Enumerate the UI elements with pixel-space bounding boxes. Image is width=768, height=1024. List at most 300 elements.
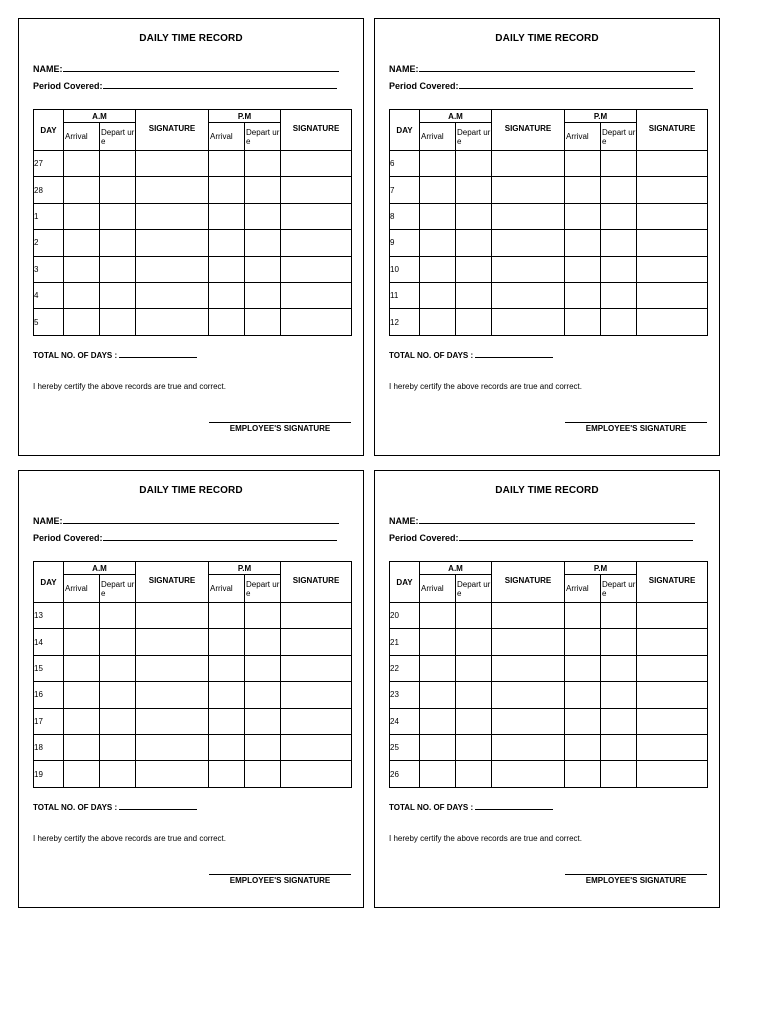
am-departure-cell[interactable] <box>456 655 492 681</box>
am-signature-cell[interactable] <box>136 151 209 177</box>
period-blank-line[interactable] <box>459 80 693 89</box>
am-signature-header: SIGNATURE <box>136 110 209 151</box>
am-arrival-cell[interactable] <box>64 151 100 177</box>
pm-arrival-cell[interactable] <box>565 655 601 681</box>
table-row <box>390 682 708 708</box>
period-blank-line[interactable] <box>103 80 337 89</box>
day-cell: 2 <box>34 230 64 256</box>
period-label: Period Covered: <box>389 533 459 543</box>
am-departure-cell[interactable] <box>100 151 136 177</box>
am-signature-cell[interactable] <box>492 761 565 787</box>
pm-signature-header: SIGNATURE <box>637 110 708 151</box>
am-arrival-cell[interactable] <box>64 177 100 203</box>
am-arrival-cell[interactable] <box>64 309 100 335</box>
pm-departure-cell[interactable] <box>601 177 637 203</box>
am-arrival-cell[interactable] <box>420 708 456 734</box>
total-days[interactable] <box>33 801 197 812</box>
table-row <box>390 309 708 335</box>
pm-arrival-cell[interactable] <box>565 282 601 308</box>
name-blank-line[interactable] <box>63 63 339 72</box>
name-field[interactable] <box>389 515 695 526</box>
am-signature-cell[interactable] <box>136 708 209 734</box>
period-label: Period Covered: <box>33 533 103 543</box>
am-departure-cell[interactable] <box>100 708 136 734</box>
pm-signature-cell[interactable] <box>281 603 352 629</box>
day-cell: 16 <box>34 682 64 708</box>
am-signature-cell[interactable] <box>136 177 209 203</box>
am-arrival-cell[interactable] <box>420 282 456 308</box>
signature-line[interactable] <box>209 874 351 875</box>
am-signature-cell[interactable] <box>492 256 565 282</box>
day-cell: 10 <box>390 256 420 282</box>
pm-signature-cell[interactable] <box>281 230 352 256</box>
pm-arrival-cell[interactable] <box>565 203 601 229</box>
day-cell: 27 <box>34 151 64 177</box>
am-departure-cell[interactable] <box>100 230 136 256</box>
pm-departure-cell[interactable] <box>245 655 281 681</box>
pm-departure-cell[interactable] <box>601 682 637 708</box>
pm-arrival-header: Arrival <box>209 123 245 151</box>
total-days-blank-line[interactable] <box>475 801 553 810</box>
pm-departure-cell[interactable] <box>601 256 637 282</box>
pm-departure-header: Depart ure <box>245 575 281 603</box>
pm-arrival-cell[interactable] <box>209 256 245 282</box>
am-signature-cell[interactable] <box>492 682 565 708</box>
day-header: DAY <box>34 110 64 151</box>
am-departure-cell[interactable] <box>456 230 492 256</box>
name-field[interactable] <box>33 515 339 526</box>
am-departure-cell[interactable] <box>100 309 136 335</box>
pm-departure-cell[interactable] <box>601 309 637 335</box>
pm-departure-cell[interactable] <box>245 629 281 655</box>
pm-arrival-cell[interactable] <box>209 655 245 681</box>
pm-signature-cell[interactable] <box>637 682 708 708</box>
pm-departure-cell[interactable] <box>245 603 281 629</box>
am-arrival-cell[interactable] <box>64 655 100 681</box>
am-arrival-cell[interactable] <box>420 256 456 282</box>
name-field[interactable] <box>33 63 339 74</box>
name-blank-line[interactable] <box>419 515 695 524</box>
pm-arrival-cell[interactable] <box>565 761 601 787</box>
day-cell: 3 <box>34 256 64 282</box>
total-days[interactable] <box>389 801 553 812</box>
period-blank-line[interactable] <box>459 532 693 541</box>
am-signature-header: SIGNATURE <box>492 110 565 151</box>
day-cell: 23 <box>390 682 420 708</box>
pm-signature-cell[interactable] <box>281 203 352 229</box>
am-departure-cell[interactable] <box>456 203 492 229</box>
name-field[interactable] <box>389 63 695 74</box>
am-signature-cell[interactable] <box>136 603 209 629</box>
pm-arrival-cell[interactable] <box>565 708 601 734</box>
am-departure-cell[interactable] <box>456 761 492 787</box>
pm-departure-cell[interactable] <box>245 309 281 335</box>
am-arrival-cell[interactable] <box>420 629 456 655</box>
card-title: DAILY TIME RECORD <box>495 485 599 496</box>
name-label: NAME: <box>389 516 419 526</box>
pm-arrival-cell[interactable] <box>565 230 601 256</box>
am-departure-cell[interactable] <box>456 151 492 177</box>
pm-departure-cell[interactable] <box>245 177 281 203</box>
pm-departure-cell[interactable] <box>245 708 281 734</box>
day-header: DAY <box>390 562 420 603</box>
am-header: A.M <box>64 110 136 123</box>
name-label: NAME: <box>389 64 419 74</box>
table-row <box>34 708 352 734</box>
period-field[interactable] <box>389 80 693 91</box>
am-signature-cell[interactable] <box>492 151 565 177</box>
pm-departure-cell[interactable] <box>601 230 637 256</box>
pm-departure-cell[interactable] <box>601 734 637 760</box>
pm-arrival-cell[interactable] <box>565 151 601 177</box>
pm-departure-cell[interactable] <box>245 734 281 760</box>
name-blank-line[interactable] <box>63 515 339 524</box>
pm-signature-cell[interactable] <box>281 256 352 282</box>
pm-signature-cell[interactable] <box>281 708 352 734</box>
pm-signature-cell[interactable] <box>281 151 352 177</box>
dtr-card-1 <box>18 18 364 456</box>
employee-signature-label: EMPLOYEE'S SIGNATURE <box>585 876 687 885</box>
pm-departure-cell[interactable] <box>601 151 637 177</box>
pm-departure-cell[interactable] <box>245 761 281 787</box>
pm-signature-cell[interactable] <box>281 629 352 655</box>
pm-signature-cell[interactable] <box>281 761 352 787</box>
day-header: DAY <box>34 562 64 603</box>
pm-departure-cell[interactable] <box>245 230 281 256</box>
pm-arrival-cell[interactable] <box>565 603 601 629</box>
pm-signature-cell[interactable] <box>637 151 708 177</box>
pm-departure-cell[interactable] <box>601 629 637 655</box>
pm-header: P.M <box>209 562 281 575</box>
total-days-blank-line[interactable] <box>119 801 197 810</box>
pm-departure-cell[interactable] <box>601 603 637 629</box>
pm-signature-cell[interactable] <box>637 282 708 308</box>
pm-arrival-cell[interactable] <box>209 708 245 734</box>
dtr-card-4 <box>374 470 720 908</box>
table-row <box>390 734 708 760</box>
pm-signature-cell[interactable] <box>281 655 352 681</box>
am-signature-cell[interactable] <box>136 682 209 708</box>
am-departure-header: Depart ure <box>456 123 492 151</box>
period-blank-line[interactable] <box>103 532 337 541</box>
pm-arrival-cell[interactable] <box>209 203 245 229</box>
pm-signature-cell[interactable] <box>637 603 708 629</box>
day-cell: 4 <box>34 282 64 308</box>
card-title: DAILY TIME RECORD <box>139 33 243 44</box>
total-days[interactable] <box>389 349 553 360</box>
time-record-table <box>389 561 708 788</box>
pm-signature-cell[interactable] <box>281 282 352 308</box>
day-cell: 9 <box>390 230 420 256</box>
am-arrival-cell[interactable] <box>420 761 456 787</box>
am-signature-cell[interactable] <box>492 230 565 256</box>
period-field[interactable] <box>33 80 337 91</box>
am-arrival-cell[interactable] <box>420 603 456 629</box>
am-departure-header: Depart ure <box>100 575 136 603</box>
am-arrival-cell[interactable] <box>64 629 100 655</box>
certification-text: I hereby certify the above records are true and correct. <box>389 382 582 391</box>
pm-arrival-cell[interactable] <box>565 309 601 335</box>
day-cell: 11 <box>390 282 420 308</box>
am-departure-header: Depart ure <box>100 123 136 151</box>
pm-arrival-cell[interactable] <box>209 682 245 708</box>
am-departure-cell[interactable] <box>456 309 492 335</box>
am-departure-cell[interactable] <box>100 655 136 681</box>
pm-departure-cell[interactable] <box>245 256 281 282</box>
day-cell: 7 <box>390 177 420 203</box>
pm-departure-cell[interactable] <box>245 682 281 708</box>
pm-signature-cell[interactable] <box>281 309 352 335</box>
am-signature-cell[interactable] <box>492 282 565 308</box>
am-departure-cell[interactable] <box>456 177 492 203</box>
pm-departure-cell[interactable] <box>245 203 281 229</box>
am-arrival-cell[interactable] <box>64 734 100 760</box>
table-row <box>390 655 708 681</box>
pm-arrival-cell[interactable] <box>565 629 601 655</box>
pm-signature-cell[interactable] <box>637 256 708 282</box>
table-row <box>34 761 352 787</box>
day-cell: 25 <box>390 734 420 760</box>
day-cell: 26 <box>390 761 420 787</box>
am-arrival-cell[interactable] <box>64 282 100 308</box>
pm-signature-header: SIGNATURE <box>637 562 708 603</box>
pm-departure-cell[interactable] <box>601 203 637 229</box>
day-cell: 28 <box>34 177 64 203</box>
day-cell: 14 <box>34 629 64 655</box>
total-days[interactable] <box>33 349 197 360</box>
am-departure-cell[interactable] <box>456 682 492 708</box>
am-departure-cell[interactable] <box>456 282 492 308</box>
total-days-blank-line[interactable] <box>119 349 197 358</box>
pm-arrival-cell[interactable] <box>209 734 245 760</box>
am-departure-cell[interactable] <box>100 282 136 308</box>
table-row <box>34 282 352 308</box>
am-arrival-cell[interactable] <box>64 256 100 282</box>
pm-signature-cell[interactable] <box>637 309 708 335</box>
am-signature-cell[interactable] <box>492 177 565 203</box>
pm-signature-cell[interactable] <box>281 734 352 760</box>
table-row <box>390 282 708 308</box>
pm-departure-header: Depart ure <box>601 123 637 151</box>
am-signature-cell[interactable] <box>492 734 565 760</box>
am-header: A.M <box>64 562 136 575</box>
am-header: A.M <box>420 110 492 123</box>
table-row <box>34 256 352 282</box>
pm-signature-cell[interactable] <box>281 682 352 708</box>
pm-arrival-cell[interactable] <box>209 230 245 256</box>
am-arrival-cell[interactable] <box>420 682 456 708</box>
am-arrival-cell[interactable] <box>420 230 456 256</box>
am-arrival-cell[interactable] <box>420 309 456 335</box>
pm-departure-cell[interactable] <box>601 708 637 734</box>
dtr-card-2 <box>374 18 720 456</box>
pm-arrival-cell[interactable] <box>565 256 601 282</box>
am-arrival-cell[interactable] <box>64 203 100 229</box>
pm-arrival-header: Arrival <box>209 575 245 603</box>
pm-signature-cell[interactable] <box>637 629 708 655</box>
am-departure-cell[interactable] <box>100 629 136 655</box>
table-row <box>390 230 708 256</box>
total-days-label: TOTAL NO. OF DAYS : <box>33 803 120 812</box>
pm-signature-cell[interactable] <box>637 230 708 256</box>
pm-departure-cell[interactable] <box>245 282 281 308</box>
am-signature-cell[interactable] <box>136 761 209 787</box>
am-departure-cell[interactable] <box>100 256 136 282</box>
table-row <box>34 629 352 655</box>
table-row <box>390 708 708 734</box>
am-departure-cell[interactable] <box>100 734 136 760</box>
name-label: NAME: <box>33 64 63 74</box>
table-row <box>34 682 352 708</box>
pm-header: P.M <box>565 562 637 575</box>
am-arrival-cell[interactable] <box>64 230 100 256</box>
table-row <box>390 629 708 655</box>
pm-arrival-cell[interactable] <box>209 629 245 655</box>
employee-signature-label: EMPLOYEE'S SIGNATURE <box>229 424 331 433</box>
signature-line[interactable] <box>565 874 707 875</box>
pm-signature-cell[interactable] <box>637 203 708 229</box>
name-blank-line[interactable] <box>419 63 695 72</box>
pm-arrival-cell[interactable] <box>565 682 601 708</box>
am-arrival-header: Arrival <box>64 123 100 151</box>
am-signature-cell[interactable] <box>136 629 209 655</box>
certification-text: I hereby certify the above records are true and correct. <box>33 382 226 391</box>
pm-departure-cell[interactable] <box>245 151 281 177</box>
name-label: NAME: <box>33 516 63 526</box>
am-signature-cell[interactable] <box>492 603 565 629</box>
am-signature-cell[interactable] <box>136 256 209 282</box>
pm-signature-cell[interactable] <box>637 708 708 734</box>
am-departure-cell[interactable] <box>100 603 136 629</box>
pm-arrival-header: Arrival <box>565 123 601 151</box>
total-days-label: TOTAL NO. OF DAYS : <box>389 803 476 812</box>
table-row <box>390 603 708 629</box>
am-departure-cell[interactable] <box>100 177 136 203</box>
pm-signature-cell[interactable] <box>637 655 708 681</box>
pm-signature-cell[interactable] <box>637 761 708 787</box>
day-cell: 8 <box>390 203 420 229</box>
pm-departure-cell[interactable] <box>601 761 637 787</box>
day-cell: 15 <box>34 655 64 681</box>
pm-arrival-cell[interactable] <box>209 151 245 177</box>
am-departure-cell[interactable] <box>456 629 492 655</box>
am-departure-cell[interactable] <box>456 734 492 760</box>
pm-arrival-cell[interactable] <box>565 177 601 203</box>
am-departure-cell[interactable] <box>100 682 136 708</box>
pm-arrival-cell[interactable] <box>209 309 245 335</box>
am-arrival-cell[interactable] <box>420 655 456 681</box>
day-cell: 12 <box>390 309 420 335</box>
table-row <box>34 230 352 256</box>
day-cell: 5 <box>34 309 64 335</box>
table-row <box>390 151 708 177</box>
table-row <box>34 655 352 681</box>
table-row <box>390 177 708 203</box>
am-signature-cell[interactable] <box>136 309 209 335</box>
am-arrival-header: Arrival <box>64 575 100 603</box>
am-arrival-cell[interactable] <box>64 708 100 734</box>
am-signature-cell[interactable] <box>136 230 209 256</box>
am-departure-cell[interactable] <box>456 708 492 734</box>
pm-signature-cell[interactable] <box>281 177 352 203</box>
am-signature-cell[interactable] <box>492 708 565 734</box>
pm-arrival-header: Arrival <box>565 575 601 603</box>
am-departure-cell[interactable] <box>456 256 492 282</box>
am-header: A.M <box>420 562 492 575</box>
signature-line[interactable] <box>565 422 707 423</box>
time-record-table <box>33 561 352 788</box>
pm-arrival-cell[interactable] <box>209 603 245 629</box>
am-signature-cell[interactable] <box>492 203 565 229</box>
dtr-card-3 <box>18 470 364 908</box>
day-header: DAY <box>390 110 420 151</box>
am-signature-cell[interactable] <box>136 203 209 229</box>
am-signature-cell[interactable] <box>492 629 565 655</box>
am-departure-cell[interactable] <box>456 603 492 629</box>
period-field[interactable] <box>33 532 337 543</box>
pm-arrival-cell[interactable] <box>209 282 245 308</box>
period-label: Period Covered: <box>33 81 103 91</box>
am-arrival-cell[interactable] <box>64 603 100 629</box>
am-signature-header: SIGNATURE <box>492 562 565 603</box>
am-arrival-header: Arrival <box>420 123 456 151</box>
am-signature-cell[interactable] <box>136 734 209 760</box>
period-field[interactable] <box>389 532 693 543</box>
am-departure-cell[interactable] <box>100 761 136 787</box>
table-row <box>390 761 708 787</box>
total-days-label: TOTAL NO. OF DAYS : <box>33 351 120 360</box>
am-signature-cell[interactable] <box>136 282 209 308</box>
pm-signature-cell[interactable] <box>637 177 708 203</box>
pm-signature-cell[interactable] <box>637 734 708 760</box>
am-signature-cell[interactable] <box>492 655 565 681</box>
day-cell: 18 <box>34 734 64 760</box>
am-departure-header: Depart ure <box>456 575 492 603</box>
table-row <box>390 203 708 229</box>
card-title: DAILY TIME RECORD <box>495 33 599 44</box>
am-arrival-cell[interactable] <box>420 734 456 760</box>
pm-arrival-cell[interactable] <box>209 761 245 787</box>
day-cell: 24 <box>390 708 420 734</box>
am-arrival-cell[interactable] <box>420 203 456 229</box>
am-arrival-cell[interactable] <box>420 151 456 177</box>
pm-signature-header: SIGNATURE <box>281 562 352 603</box>
pm-arrival-cell[interactable] <box>565 734 601 760</box>
am-signature-cell[interactable] <box>492 309 565 335</box>
am-departure-cell[interactable] <box>100 203 136 229</box>
am-signature-cell[interactable] <box>136 655 209 681</box>
pm-departure-cell[interactable] <box>601 655 637 681</box>
pm-header: P.M <box>209 110 281 123</box>
table-row <box>390 256 708 282</box>
pm-arrival-cell[interactable] <box>209 177 245 203</box>
time-record-table <box>33 109 352 336</box>
am-arrival-cell[interactable] <box>64 682 100 708</box>
day-cell: 21 <box>390 629 420 655</box>
signature-line[interactable] <box>209 422 351 423</box>
pm-departure-header: Depart ure <box>245 123 281 151</box>
am-arrival-cell[interactable] <box>64 761 100 787</box>
day-cell: 1 <box>34 203 64 229</box>
am-arrival-cell[interactable] <box>420 177 456 203</box>
table-row <box>34 603 352 629</box>
total-days-blank-line[interactable] <box>475 349 553 358</box>
am-signature-header: SIGNATURE <box>136 562 209 603</box>
pm-departure-cell[interactable] <box>601 282 637 308</box>
period-label: Period Covered: <box>389 81 459 91</box>
certification-text: I hereby certify the above records are true and correct. <box>389 834 582 843</box>
day-cell: 22 <box>390 655 420 681</box>
